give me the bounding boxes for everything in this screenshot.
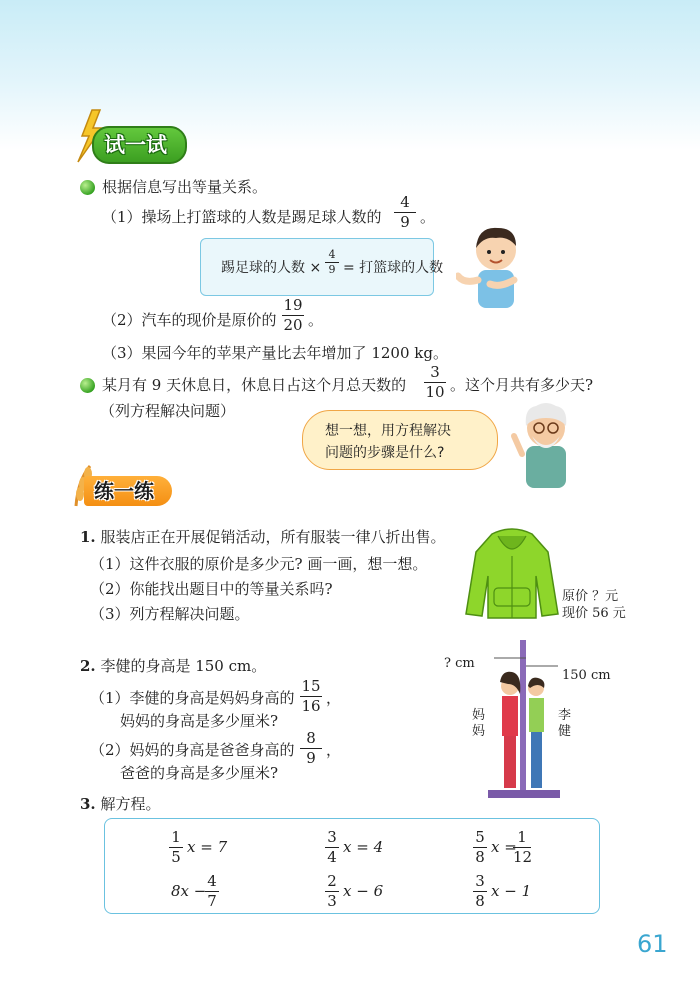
equation-note bbox=[200, 238, 444, 296]
bubble-line: 问题的步骤是什么? bbox=[325, 445, 445, 461]
fraction: 4 9 bbox=[325, 249, 339, 276]
equation-5: x − 6 bbox=[343, 882, 384, 900]
equation-2: x = 4 bbox=[343, 838, 384, 856]
problem-2-1b: 妈妈的身高是多少厘米? bbox=[120, 712, 279, 730]
equation-fraction: 1 5 bbox=[169, 829, 183, 866]
problem-number: 1. bbox=[80, 528, 96, 546]
punctuation: 。 bbox=[308, 311, 324, 329]
equation-fraction: 3 4 bbox=[325, 829, 339, 866]
question-1-3: （3）果园今年的苹果产量比去年增加了 1200 kg。 bbox=[102, 344, 448, 362]
speech-bubble bbox=[302, 410, 498, 470]
problem-2-1a: （1）李健的身高是妈妈身高的 bbox=[90, 689, 295, 707]
equation-fraction: 1 12 bbox=[513, 828, 533, 866]
equation-fraction: 5 8 bbox=[473, 829, 487, 866]
height-known: 150 cm bbox=[562, 668, 611, 683]
label-mom: 妈 妈 bbox=[472, 708, 486, 739]
note-right: = 打篮球的人数 bbox=[343, 260, 444, 276]
fraction: 3 10 bbox=[425, 363, 445, 401]
problem-1 bbox=[80, 527, 445, 547]
bullet-dot bbox=[80, 378, 95, 393]
bullet-dot bbox=[80, 180, 95, 195]
bubble-line: 想一想，用方程解决 bbox=[325, 423, 451, 439]
question-1-1: （1）操场上打篮球的人数是踢足球人数的 bbox=[102, 208, 382, 226]
problem-number: 2. bbox=[80, 657, 96, 675]
problem-2-2a: （2）妈妈的身高是爸爸身高的 bbox=[90, 741, 295, 759]
height-unknown: ? cm bbox=[444, 656, 475, 671]
question-2-b: 。这个月共有多少天? bbox=[450, 376, 594, 394]
note-left: 踢足球的人数 × bbox=[221, 260, 322, 276]
equation-3: x = bbox=[491, 838, 517, 856]
equation-fraction: 3 8 bbox=[473, 873, 487, 910]
section-title-practice: 练一练 bbox=[84, 476, 172, 506]
price-now: 现价 56 元 bbox=[562, 606, 626, 621]
equations-box bbox=[104, 818, 600, 914]
problem-2-2b: 爸爸的身高是多少厘米? bbox=[120, 764, 279, 782]
equation-1: x = 7 bbox=[187, 838, 228, 856]
equation-4: 8x − bbox=[171, 882, 207, 900]
problem-text: 李健的身高是 150 cm。 bbox=[100, 657, 267, 675]
question-intro: 根据信息写出等量关系。 bbox=[102, 178, 268, 196]
price-original: 原价 ？元 bbox=[562, 589, 619, 604]
problem-2 bbox=[80, 656, 266, 676]
equation-fraction: 2 3 bbox=[325, 873, 339, 910]
hoodie-illustration bbox=[462, 526, 562, 622]
punctuation: ， bbox=[326, 741, 342, 759]
fraction: 4 9 bbox=[394, 194, 416, 231]
question-2-a: 某月有 9 天休息日，休息日占这个月总天数的 bbox=[102, 376, 407, 394]
question-2-c: （列方程解决问题） bbox=[100, 402, 236, 420]
label-lijian: 李 健 bbox=[558, 708, 572, 739]
problem-1-3: （3）列方程解决问题。 bbox=[90, 605, 250, 623]
grandpa-illustration bbox=[508, 396, 580, 492]
section-title-try: 试一试 bbox=[92, 126, 187, 164]
fraction: 15 16 bbox=[301, 677, 321, 715]
fraction: 19 20 bbox=[283, 296, 303, 334]
equation-6: x − 1 bbox=[491, 882, 532, 900]
boy-illustration bbox=[456, 222, 536, 308]
problem-3 bbox=[80, 794, 160, 814]
question-1-2: （2）汽车的现价是原价的 bbox=[102, 311, 277, 329]
problem-number: 3. bbox=[80, 795, 96, 813]
problem-text: 解方程。 bbox=[100, 795, 161, 813]
page-number: 61 bbox=[637, 930, 668, 958]
punctuation: 。 bbox=[420, 208, 436, 226]
problem-1-1: （1）这件衣服的原价是多少元? 画一画，想一想。 bbox=[90, 555, 428, 573]
problem-text: 服装店正在开展促销活动，所有服装一律八折出售。 bbox=[100, 528, 446, 546]
equation-fraction: 4 7 bbox=[205, 873, 219, 910]
problem-1-2: （2）你能找出题目中的等量关系吗? bbox=[90, 580, 333, 598]
punctuation: ， bbox=[326, 689, 342, 707]
fraction: 8 9 bbox=[300, 730, 322, 767]
height-ruler-illustration bbox=[482, 636, 562, 802]
